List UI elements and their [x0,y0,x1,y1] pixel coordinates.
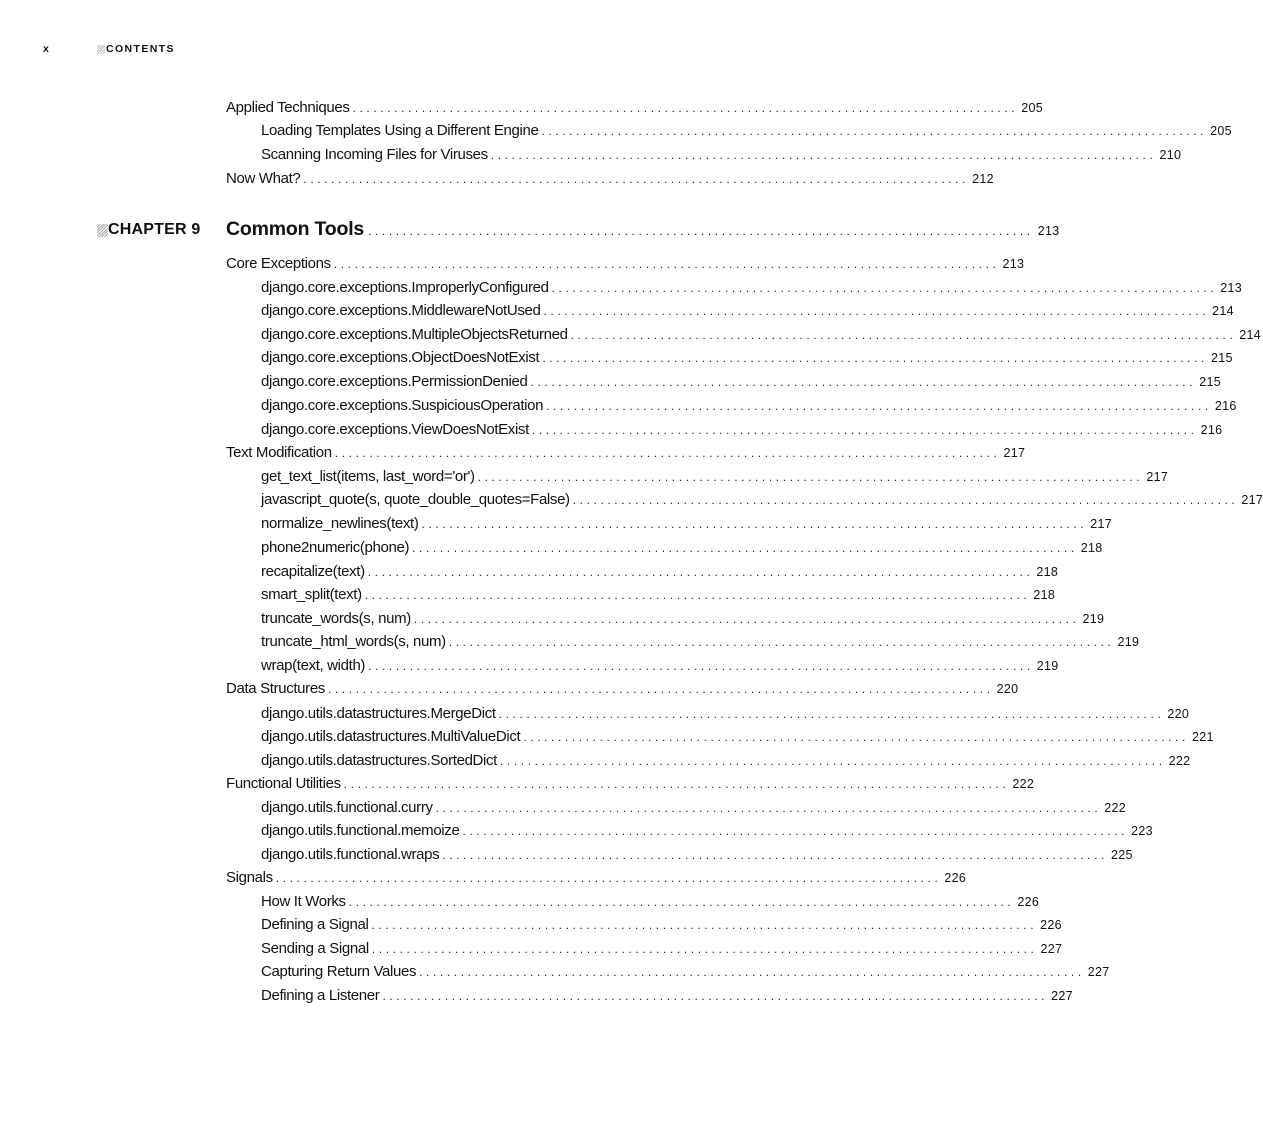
toc-subentry[interactable] [261,302,1234,323]
toc-page-number: 214 [1212,304,1234,318]
toc-subentry[interactable] [261,146,1182,167]
toc-entry[interactable] [226,255,1025,276]
toc-entry[interactable] [226,99,1043,120]
leader-dots: ................................................................................................ [462,824,1129,838]
toc-entry-label: Defining a Signal [261,916,369,933]
toc-entry-label: recapitalize(text) [261,563,365,580]
toc-entry-label: Scanning Incoming Files for Viruses [261,146,488,163]
toc-subentry[interactable] [261,397,1237,418]
toc-entry[interactable] [226,775,1035,796]
toc-page-number: 226 [1017,895,1040,909]
toc-subentry[interactable] [261,610,1105,631]
toc-page-number: 218 [1036,565,1059,579]
toc-entry-label: django.utils.datastructures.SortedDict [261,752,497,769]
leader-dots: ................................................................................................ [531,423,1198,437]
toc-entry-label: django.utils.functional.memoize [261,822,460,839]
toc-entry-label: Signals [226,869,273,886]
toc-page-number: 217 [1090,517,1112,531]
chapter-marker [97,224,108,237]
toc-entry-label: django.core.exceptions.PermissionDenied [261,373,528,390]
toc-page-number: 219 [1082,612,1105,626]
toc-subentry[interactable] [261,987,1073,1008]
toc-entry-label: django.core.exceptions.ViewDoesNotExist [261,421,529,438]
leader-dots: ................................................................................................ [442,848,1108,862]
toc-subentry[interactable] [261,799,1127,820]
leader-dots: ................................................................................................ [477,470,1144,484]
toc-entry-label: get_text_list(items, last_word='or') [261,468,475,485]
toc-entry-label: Applied Techniques [226,99,350,116]
toc-page-number: 222 [1012,777,1035,791]
toc-page-number: 215 [1199,375,1221,389]
toc-entry-label: javascript_quote(s, quote_double_quotes=False) [261,491,570,508]
toc-subentry[interactable] [261,515,1112,536]
leader-dots: ................................................................................................ [303,172,970,186]
leader-dots: ................................................................................................ [572,493,1239,507]
toc-subentry[interactable] [261,822,1153,843]
toc-subentry[interactable] [261,349,1233,370]
toc-subentry[interactable] [261,326,1262,347]
leader-dots: ................................................................................................ [500,754,1166,768]
leader-dots: ................................................................................................ [352,101,1019,115]
leader-dots: ................................................................................................ [490,148,1157,162]
leader-dots: ................................................................................................ [542,351,1208,365]
chapter-page-number: 213 [1037,224,1060,238]
toc-page-number: 205 [1210,124,1232,138]
leader-dots: ................................................................................................ [348,895,1015,909]
leader-dots: ................................................................................................ [498,707,1165,721]
toc-page-number: 214 [1239,328,1262,342]
toc-subentry[interactable] [261,846,1133,867]
toc-subentry[interactable] [261,963,1110,984]
page-number: x [43,43,51,55]
leader-dots: ................................................................................................ [435,801,1102,815]
toc-subentry[interactable] [261,122,1232,143]
toc-page-number: 216 [1200,423,1223,437]
toc-page-number: 220 [1167,707,1190,721]
toc-entry[interactable] [226,869,967,890]
leader-dots: ................................................................................................ [382,989,1049,1003]
toc-entry-label: truncate_words(s, num) [261,610,411,627]
leader-dots: ................................................................................................ [413,612,1080,626]
leader-dots: ................................................................................................ [530,375,1197,389]
chapter-heading[interactable] [97,218,1060,244]
toc-subentry[interactable] [261,586,1056,607]
toc-page-number: 216 [1214,399,1237,413]
chapter-title-row [226,218,1060,244]
toc-page-number: 227 [1040,942,1063,956]
toc-entry-label: django.utils.functional.curry [261,799,433,816]
leader-dots: ................................................................................................ [368,659,1034,673]
toc-subentry[interactable] [261,491,1263,512]
toc-entry-label: Text Modification [226,444,332,461]
toc-page-number: 225 [1110,848,1133,862]
toc-entry-label: django.core.exceptions.ObjectDoesNotExist [261,349,540,366]
toc-subentry[interactable] [261,940,1063,961]
leader-dots: ................................................................................................ [412,541,1078,555]
header-marker [97,45,105,54]
toc-subentry[interactable] [261,752,1191,773]
toc-entry-label: django.core.exceptions.MiddlewareNotUsed [261,302,541,319]
toc-entry-label: Capturing Return Values [261,963,417,980]
toc-subentry[interactable] [261,421,1223,442]
toc-entry-label: phone2numeric(phone) [261,539,410,556]
toc-entry-label: django.utils.functional.wraps [261,846,440,863]
toc-page-number: 223 [1131,824,1153,838]
toc-subentry[interactable] [261,633,1140,654]
toc-page-number: 219 [1036,659,1059,673]
leader-dots: ................................................................................................ [551,281,1218,295]
leader-dots: ................................................................................................ [333,257,1000,271]
toc-page-number: 212 [972,172,994,186]
leader-dots: ................................................................................................ [327,682,994,696]
toc-subentry[interactable] [261,468,1169,489]
leader-dots: ................................................................................................ [523,730,1189,744]
toc-subentry[interactable] [261,916,1062,937]
toc-entry-label: django.utils.datastructures.MultiValueDict [261,728,521,745]
toc-page-number: 226 [1040,918,1062,932]
leader-dots: ................................................................................................ [448,635,1115,649]
toc-entry-label: django.core.exceptions.SuspiciousOperation [261,397,544,414]
toc-page-number: 227 [1051,989,1073,1003]
toc-entry[interactable] [226,444,1026,465]
toc-entry-label: normalize_newlines(text) [261,515,419,532]
leader-dots: ................................................................................................ [367,565,1034,579]
toc-entry-label: Sending a Signal [261,940,369,957]
toc-subentry[interactable] [261,279,1243,300]
toc-entry-label: Functional Utilities [226,775,341,792]
toc-subentry[interactable] [261,705,1190,726]
toc-subentry[interactable] [261,539,1103,560]
leader-dots: ................................................................................................ [364,588,1031,602]
toc-page-number: 222 [1168,754,1191,768]
toc-entry-label: django.core.exceptions.MultipleObjectsReturned [261,326,568,343]
toc-entry-label: Defining a Listener [261,987,380,1004]
toc-page-number: 210 [1159,148,1182,162]
leader-dots: ................................................................................................ [275,871,942,885]
leader-dots: ................................................................................................ [546,399,1212,413]
toc-page-number: 217 [1003,446,1026,460]
leader-dots: ................................................................................................ [419,965,1085,979]
toc-page-number: 227 [1087,965,1110,979]
chapter-title: Common Tools [226,218,365,240]
leader-dots: ................................................................................................ [371,942,1038,956]
toc-entry-label: How It Works [261,893,346,910]
toc-entry-label: Now What? [226,170,301,187]
toc-page-number: 213 [1002,257,1025,271]
leader-dots: ................................................................................................ [543,304,1210,318]
toc-entry-label: Core Exceptions [226,255,331,272]
toc-subentry[interactable] [261,728,1214,749]
toc-entry[interactable] [226,170,994,191]
toc-page-number: 215 [1210,351,1233,365]
toc-subentry[interactable] [261,373,1221,394]
toc-entry-label: Loading Templates Using a Different Engine [261,122,539,139]
toc-subentry[interactable] [261,657,1059,678]
toc-entry-label: smart_split(text) [261,586,362,603]
toc-entry-label: truncate_html_words(s, num) [261,633,446,650]
toc-page-number: 219 [1117,635,1140,649]
toc-entry-label: Data Structures [226,680,325,697]
chapter-label: CHAPTER 9 [108,221,201,238]
leader-dots: ................................................................................................ [371,918,1038,932]
toc-page-number: 217 [1146,470,1169,484]
toc-subentry[interactable] [261,893,1040,914]
toc-page-number: 217 [1241,493,1263,507]
leader-dots: ................................................................................................ [343,777,1010,791]
toc-entry-label: django.utils.datastructures.MergeDict [261,705,496,722]
leader-dots: ................................................................................................ [421,517,1088,531]
toc-page-number: 213 [1220,281,1243,295]
toc-entry-label: wrap(text, width) [261,657,366,674]
toc-subentry[interactable] [261,563,1059,584]
leader-dots: ................................................................................................ [541,124,1208,138]
leader-dots: ................................................................................................ [570,328,1237,342]
leader-dots: ................................................................................................ [368,224,1034,238]
toc-page-number: 221 [1192,730,1214,744]
leader-dots: ................................................................................................ [334,446,1001,460]
toc-page-number: 218 [1080,541,1103,555]
toc-entry[interactable] [226,680,1019,701]
toc-page-number: 220 [996,682,1019,696]
toc-page-number: 226 [944,871,967,885]
toc-page-number: 205 [1021,101,1043,115]
toc-page-number: 222 [1104,801,1127,815]
toc-entry-label: django.core.exceptions.ImproperlyConfigured [261,279,549,296]
toc-page-number: 218 [1033,588,1056,602]
section-title: CONTENTS [106,43,175,55]
